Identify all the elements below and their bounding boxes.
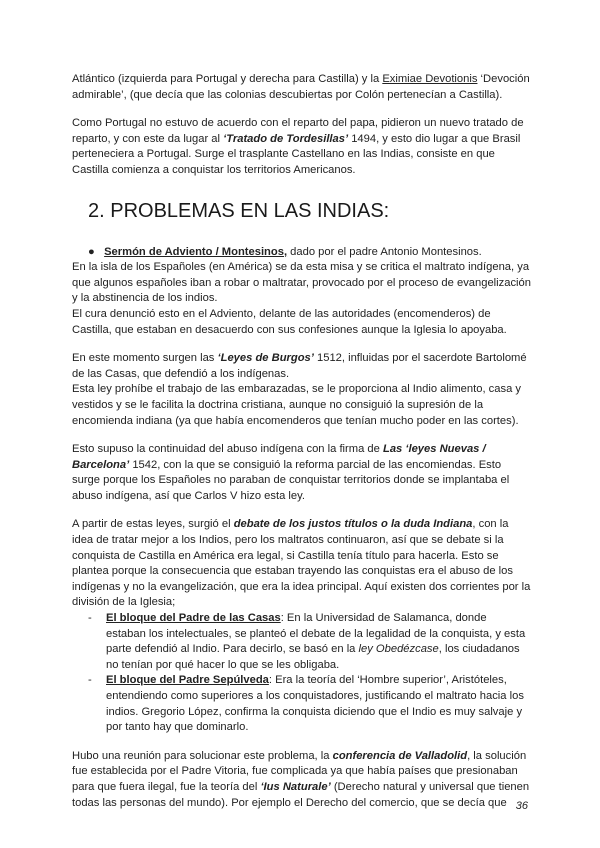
list-item-las-casas: - El bloque del Padre de las Casas: En la Universidad de Salamanca, donde estaban los intelectuales, se planteó el debate de la legalidad de la conquista, y esta parte defendió al Indio. Para decirlo, se basó en la ley Obedézcase, los ciudadanos no tenían por qué hacer lo que se les obligaba. [88,612,526,671]
paragraph-valladolid: Hubo una reunión para solucionar este problema, la conferencia de Valladolid, la solución fue establecida por el Padre Vitoria, fue complicada ya que había países que presionaban para que fuera ilegal, fue la teoría del ‘Ius Naturale’ (Derecho natural y universal que tienen todas las personas del mundo). Por ejemplo el Derecho del comercio, que se decía que [72,749,530,809]
document-page [72,72,532,824]
paragraph-montesinos: ● Sermón de Adviento / Montesinos, dado por el padre Antonio Montesinos. En la isla de los Españoles (en América) se da esta misa y se critica el maltrato indígena, ya que algunos españoles iban a robar o maltratar, provocado por el proceso de evangelización y la abstinencia de los indios. El cura denunció esto en el Adviento, delante de las autoridades (encomenderos) de Castilla, que estaban en desacuerdo con sus confesiones aunque la Iglesia lo apoyaba. [72,245,531,336]
leyes-nuevas-term: Las ‘leyes Nuevas / [382,443,486,456]
justos-titulos-term: debate de los justos títulos o la duda Indiana [233,518,473,531]
dash-marker: - [88,612,92,625]
page-number: 36 [515,800,528,812]
ley-obedezcase-term: ley Obedézcase [358,643,439,656]
section-heading: 2. PROBLEMAS EN LAS INDIAS: [88,199,390,222]
las-casas-term: El bloque del Padre de las Casas [106,612,281,625]
paragraph-leyes-burgos: En este momento surgen las ‘Leyes de Burgos’ 1512, influidas por el sacerdote Bartolomé de las Casas, que defendió a los indígenas. Esta ley prohíbe el trabajo de las embarazadas, se le proporciona al Indio alimento, casa y vestidos y se le facilita la doctrina cristiana, aunque no consiguió la supresión de la encomienda indiana (ya que había encomenderos que tenían mucho poder en las cortes). [72,352,527,427]
paragraph-justos-titulos: A partir de estas leyes, surgió el debate de los justos títulos o la duda Indiana, con la idea de tratar mejor a los Indios, pero los maltratos continuaron, así que se debate si la conquista de Castilla en América era legal, si Castilla tenía título para hacerla. Esto se plantea porque la consecuencia que estaban trayendo las conquistas era el abuso de los indígenas y no la evangelización, que era la idea principal. Aquí existen dos corrientes por la división de la Iglesia; [72,518,531,609]
sepulveda-term: El bloque del Padre Sepúlveda [106,674,269,687]
valladolid-term: conferencia de Valladolid [332,749,468,762]
paragraph-tordesillas: Como Portugal no estuvo de acuerdo con el reparto del papa, pidieron un nuevo tratado de reparto, y con este da lugar al ‘Tratado de Tordesillas’ 1494, y esto dio lugar a que Brasil perteneciera a Portugal. Surge el trasplante Castellano en las Indias, consiste en que Castilla comienza a conquistar los territorios Americanos. [72,117,524,176]
montesinos-term: Sermón de Adviento / Montesinos, [104,245,288,258]
tordesillas-term: ‘Tratado de Tordesillas’ [223,132,349,145]
paragraph-leyes-nuevas: Esto supuso la continuidad del abuso indígena con la firma de Las ‘leyes Nuevas / Barcelona’ 1542, con la que se consiguió la reforma parcial de las encomiendas. Esto surge porque los Españoles no paraban de conquistar territorios donde se implantaba el abuso indígena, así que Carlos V hizo esta ley. [72,443,510,502]
list-item-sepulveda: - El bloque del Padre Sepúlveda: Era la teoría del ‘Hombre superior’, Aristóteles, entendiendo como superiores a los conquistadores, justificando el maltrato hacia los indios. Gregorio López, confirma la conquista diciendo que el Indio es muy salvaje y por tanto hay que dominarlo. [88,674,524,734]
paragraph-treaty-context: Atlántico (izquierda para Portugal y derecha para Castilla) y la Eximiae Devotionis ‘Devoción admirable’, (que decía que las colonias descubiertas por Colón pertenecían a Castilla). [72,73,530,101]
eximiae-devotionis-term: Eximiae Devotionis [382,73,478,85]
leyes-burgos-term: ‘Leyes de Burgos’ [217,352,314,365]
bullet-icon: ● [88,245,95,258]
ius-naturale-term: ‘Ius Naturale’ [260,780,331,793]
dash-marker: - [88,674,92,687]
